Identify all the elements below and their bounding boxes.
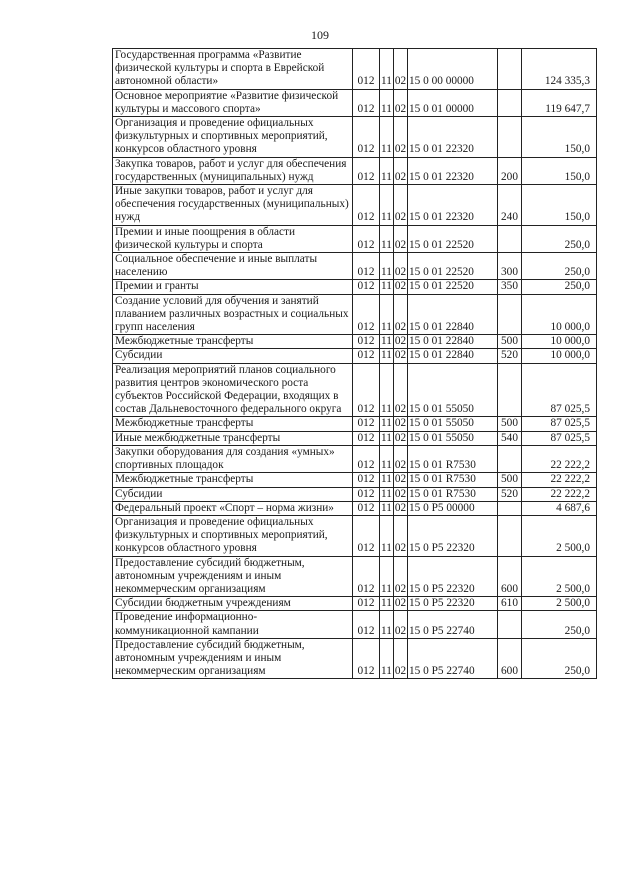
row-name: Социальное обеспечение и иные выплаты населению [113,253,353,280]
target-code: 15 0 01 22320 [408,117,498,158]
target-code: 15 0 01 55050 [408,363,498,417]
ministry-code: 012 [353,473,380,487]
section-code: 11 [380,294,394,335]
target-code: 15 0 01 22840 [408,294,498,335]
row-name: Федеральный проект «Спорт – норма жизни» [113,501,353,515]
expense-type-code: 500 [498,417,522,431]
subsection-code: 02 [394,225,408,252]
amount: 150,0 [522,157,597,184]
expense-type-code [498,501,522,515]
table-row [113,487,597,501]
expense-type-code [498,89,522,116]
target-code: 15 0 01 22520 [408,280,498,294]
row-name: Субсидии [113,349,353,363]
amount: 87 025,5 [522,417,597,431]
section-code: 11 [380,117,394,158]
ministry-code: 012 [353,597,380,611]
ministry-code: 012 [353,349,380,363]
ministry-code: 012 [353,157,380,184]
ministry-code: 012 [353,515,380,556]
expense-type-code: 600 [498,638,522,679]
table-row [113,157,597,184]
ministry-code: 012 [353,611,380,638]
target-code: 15 0 01 22320 [408,157,498,184]
expense-type-code: 240 [498,185,522,226]
section-code: 11 [381,335,392,348]
table-row [113,253,597,280]
amount: 124 335,3 [522,49,597,90]
target-code: 15 0 P5 22740 [408,638,498,679]
section-code: 11 [380,445,394,472]
section-code: 11 [381,417,392,430]
amount: 119 647,7 [522,89,597,116]
subsection-code: 02 [394,556,408,597]
subsection-code: 02 [394,157,408,184]
amount: 2 500,0 [522,597,597,611]
subsection-code: 02 [394,445,408,472]
amount: 22 222,2 [522,473,597,487]
row-name: Основное мероприятие «Развитие физической культуры и массового спорта» [113,89,353,116]
target-code: 15 0 01 22520 [408,253,498,280]
ministry-code: 012 [353,117,380,158]
row-name: Закупка товаров, работ и услуг для обеспечения государственных (муниципальных) нужд [113,157,353,184]
target-code: 15 0 01 R7530 [408,473,498,487]
page-number: 109 [311,28,329,42]
subsection-code: 02 [394,431,407,444]
table-row [113,473,597,487]
table-row [113,89,597,116]
target-code: 15 0 01 00000 [408,89,498,116]
table-row [113,294,597,335]
amount: 10 000,0 [522,294,597,335]
table-row [113,225,597,252]
amount: 150,0 [522,117,597,158]
ministry-code: 012 [353,487,380,501]
table-row [113,556,597,597]
row-name: Создание условий для обучения и занятий плаванием различных возрастных и социальных групп населения [113,294,353,335]
section-code: 11 [380,611,394,638]
row-name: Проведение информационно-коммуникационной кампании [113,611,353,638]
target-code: 15 0 P5 22740 [408,611,498,638]
row-name: Межбюджетные трансферты [113,417,353,431]
subsection-code: 02 [394,501,407,514]
expense-type-code: 600 [498,556,522,597]
expense-type-code: 500 [498,473,522,487]
ministry-code: 012 [353,335,380,349]
budget-table-body [113,49,597,679]
amount: 2 500,0 [522,515,597,556]
section-code: 11 [380,638,394,679]
table-row [113,335,597,349]
target-code: 15 0 01 22840 [408,349,498,363]
section-code: 11 [380,253,394,280]
subsection-code: 02 [394,294,408,335]
row-name: Межбюджетные трансферты [113,335,353,349]
row-name: Организация и проведение официальных физкультурных и спортивных мероприятий, конкурсов областного уровня [113,117,353,158]
table-row [113,363,597,417]
subsection-code: 02 [394,597,407,610]
row-name: Премии и иные поощрения в области физической культуры и спорта [113,225,353,252]
expense-type-code [498,294,522,335]
table-row [113,185,597,226]
subsection-code: 02 [394,638,408,679]
table-row [113,417,597,431]
table-row [113,515,597,556]
expense-type-code: 520 [498,349,522,363]
row-name: Предоставление субсидий бюджетным, автономным учреждениям и иным некоммерческим организациям [113,638,353,679]
subsection-code: 02 [394,117,408,158]
subsection-code: 02 [394,473,407,486]
expense-type-code: 200 [498,157,522,184]
section-code: 11 [381,487,392,500]
table-row [113,349,597,363]
section-code: 11 [380,89,394,116]
table-row [113,638,597,679]
target-code: 15 0 01 22320 [408,185,498,226]
expense-type-code: 610 [498,597,522,611]
ministry-code: 012 [353,185,380,226]
amount: 2 500,0 [522,556,597,597]
subsection-code: 02 [394,515,408,556]
table-row [113,117,597,158]
amount: 250,0 [522,225,597,252]
expense-type-code [498,363,522,417]
target-code: 15 0 01 22520 [408,225,498,252]
subsection-code: 02 [394,363,408,417]
ministry-code: 012 [353,280,380,294]
section-code: 11 [380,225,394,252]
expense-type-code: 500 [498,335,522,349]
table-row [113,49,597,90]
amount: 250,0 [522,253,597,280]
section-code: 11 [380,157,394,184]
subsection-code: 02 [394,611,408,638]
row-name: Премии и гранты [113,280,353,294]
expense-type-code: 540 [498,431,522,445]
target-code: 15 0 P5 00000 [408,501,498,515]
target-code: 15 0 P5 22320 [408,556,498,597]
subsection-code: 02 [394,335,407,348]
section-code: 11 [381,349,392,362]
ministry-code: 012 [353,89,380,116]
section-code: 11 [381,597,392,610]
subsection-code: 02 [394,280,407,293]
table-row [113,445,597,472]
target-code: 15 0 01 55050 [408,417,498,431]
target-code: 15 0 01 R7530 [408,445,498,472]
expense-type-code [498,445,522,472]
amount: 10 000,0 [522,349,597,363]
table-row [113,611,597,638]
row-name: Организация и проведение официальных физкультурных и спортивных мероприятий, конкурсов областного уровня [113,515,353,556]
section-code: 11 [380,515,394,556]
table-row [113,280,597,294]
ministry-code: 012 [353,501,380,515]
ministry-code: 012 [353,225,380,252]
amount: 87 025,5 [522,431,597,445]
expense-type-code [498,49,522,90]
section-code: 11 [381,501,392,514]
subsection-code: 02 [394,49,408,90]
row-name: Субсидии бюджетным учреждениям [113,597,353,611]
row-name: Закупки оборудования для создания «умных» спортивных площадок [113,445,353,472]
ministry-code: 012 [353,363,380,417]
ministry-code: 012 [353,253,380,280]
subsection-code: 02 [394,253,408,280]
row-name: Предоставление субсидий бюджетным, автономным учреждениям и иным некоммерческим организациям [113,556,353,597]
amount: 4 687,6 [522,501,597,515]
target-code: 15 0 01 22840 [408,335,498,349]
expense-type-code [498,225,522,252]
amount: 10 000,0 [522,335,597,349]
subsection-code: 02 [394,487,407,500]
table-row [113,501,597,515]
target-code: 15 0 01 55050 [408,431,498,445]
target-code: 15 0 P5 22320 [408,515,498,556]
row-name: Межбюджетные трансферты [113,473,353,487]
ministry-code: 012 [353,445,380,472]
target-code: 15 0 01 R7530 [408,487,498,501]
ministry-code: 012 [353,431,380,445]
expense-type-code [498,117,522,158]
table-row [113,597,597,611]
target-code: 15 0 00 00000 [408,49,498,90]
row-name: Реализация мероприятий планов социального развития центров экономического роста субъектов Российской Федерации, входящих в состав Дальневосточного федерального округа [113,363,353,417]
section-code: 11 [380,49,394,90]
row-name: Иные межбюджетные трансферты [113,431,353,445]
amount: 250,0 [522,611,597,638]
ministry-code: 012 [353,49,380,90]
ministry-code: 012 [353,556,380,597]
expense-type-code [498,515,522,556]
section-code: 11 [381,280,392,293]
expense-type-code: 350 [498,280,522,294]
amount: 250,0 [522,280,597,294]
ministry-code: 012 [353,638,380,679]
subsection-code: 02 [394,89,408,116]
row-name: Иные закупки товаров, работ и услуг для обеспечения государственных (муниципальных) нужд [113,185,353,226]
amount: 22 222,2 [522,487,597,501]
amount: 150,0 [522,185,597,226]
section-code: 11 [380,363,394,417]
amount: 22 222,2 [522,445,597,472]
subsection-code: 02 [394,417,407,430]
ministry-code: 012 [353,294,380,335]
subsection-code: 02 [394,185,408,226]
section-code: 11 [381,431,392,444]
amount: 87 025,5 [522,363,597,417]
target-code: 15 0 P5 22320 [408,597,498,611]
section-code: 11 [380,185,394,226]
expense-type-code [498,611,522,638]
budget-table [112,48,597,679]
amount: 250,0 [522,638,597,679]
section-code: 11 [381,473,392,486]
row-name: Субсидии [113,487,353,501]
row-name: Государственная программа «Развитие физической культуры и спорта в Еврейской автономной области» [113,49,353,90]
subsection-code: 02 [394,349,407,362]
expense-type-code: 520 [498,487,522,501]
ministry-code: 012 [353,417,380,431]
table-row [113,431,597,445]
section-code: 11 [380,556,394,597]
expense-type-code: 300 [498,253,522,280]
